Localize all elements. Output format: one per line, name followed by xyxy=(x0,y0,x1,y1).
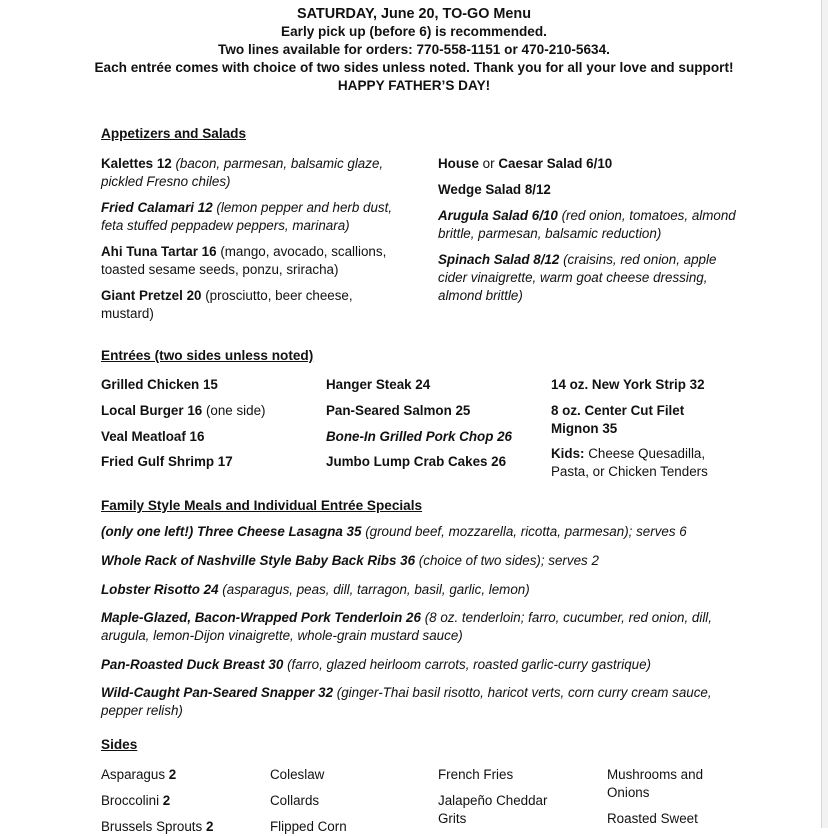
special-name: Whole Rack of Nashville Style Baby Back Ribs 36 xyxy=(101,553,416,568)
special-desc: (ground beef, mozzarella, ricotta, parmesan); serves 6 xyxy=(365,524,687,539)
special-item xyxy=(101,523,721,541)
side-item xyxy=(270,766,324,784)
page-right-edge xyxy=(821,0,828,828)
side-price: 2 xyxy=(205,819,214,834)
appetizer-item xyxy=(101,199,401,235)
entree-item xyxy=(101,428,204,446)
side-name: Broccolini xyxy=(101,793,160,808)
appetizer-item xyxy=(101,287,401,323)
appetizer-desc: (lemon pepper and herb dust, feta stuffed peppadew peppers, marinara) xyxy=(101,200,393,233)
entree-item xyxy=(551,376,705,394)
appetizer-item xyxy=(101,155,401,191)
entree-name: 14 oz. New York Strip 32 xyxy=(551,377,705,392)
appetizer-item xyxy=(101,243,401,279)
special-item xyxy=(101,552,721,570)
entree-item xyxy=(101,402,266,420)
entree-name: Grilled Chicken 15 xyxy=(101,377,218,392)
fathers-day-greeting: HAPPY FATHER’S DAY! xyxy=(337,78,491,93)
special-desc: (asparagus, peas, dill, tarragon, basil, garlic, lemon) xyxy=(222,582,530,597)
salad-name-house: House xyxy=(438,156,479,171)
side-item xyxy=(270,818,347,836)
side-name: Collards xyxy=(270,793,320,808)
salad-name: Spinach Salad 8/12 xyxy=(438,252,560,267)
salad-desc: (red onion, tomatoes, almond brittle, parmesan, balsamic reduction) xyxy=(438,208,736,241)
entree-name: Hanger Steak 24 xyxy=(326,377,431,392)
special-item xyxy=(101,684,721,720)
side-price: 2 xyxy=(162,793,171,808)
side-price: 2 xyxy=(168,767,177,782)
side-item xyxy=(438,766,513,784)
kids-menu-item xyxy=(551,445,726,481)
salad-or: or xyxy=(482,156,495,171)
appetizer-name: Fried Calamari 12 xyxy=(101,200,213,215)
side-name: Brussels Sprouts xyxy=(101,819,203,834)
salad-desc: (craisins, red onion, apple cider vinaigrette, warm goat cheese dressing, almond brittle) xyxy=(438,252,717,303)
side-item xyxy=(270,792,319,810)
special-item xyxy=(101,581,721,599)
entree-name: Local Burger 16 xyxy=(101,403,203,418)
entree-name: Jumbo Lump Crab Cakes 26 xyxy=(326,454,507,469)
entree-item xyxy=(326,453,506,471)
appetizer-desc: (bacon, parmesan, balsamic glaze, pickled Fresno chiles) xyxy=(101,156,384,189)
side-name: Flipped Corn xyxy=(270,819,347,834)
salad-item xyxy=(438,181,738,199)
salad-name-caesar: Caesar Salad 6/10 xyxy=(498,156,613,171)
side-item xyxy=(607,766,737,802)
entrees-heading: Entrées (two sides unless noted) xyxy=(101,348,314,363)
salad-name: Arugula Salad 6/10 xyxy=(438,208,558,223)
menu-header xyxy=(0,5,828,95)
appetizer-desc: (prosciutto, beer cheese, mustard) xyxy=(101,288,353,321)
special-name: Wild-Caught Pan-Seared Snapper 32 xyxy=(101,685,334,700)
entree-item xyxy=(551,402,711,438)
sides-note: Each entrée comes with choice of two sides unless noted. Thank you for all your love and support! xyxy=(94,60,734,75)
pickup-note: Early pick up (before 6) is recommended. xyxy=(281,24,547,39)
side-name: French Fries xyxy=(438,767,514,782)
side-item xyxy=(101,792,170,810)
special-name: (only one left!) Three Cheese Lasagna 35 xyxy=(101,524,362,539)
special-item xyxy=(101,609,721,645)
entree-name: Bone-In Grilled Pork Chop 26 xyxy=(326,429,513,444)
side-item xyxy=(101,766,176,784)
special-name: Pan-Roasted Duck Breast 30 xyxy=(101,657,284,672)
salad-name: Wedge Salad 8/12 xyxy=(438,182,551,197)
entree-name: Fried Gulf Shrimp 17 xyxy=(101,454,233,469)
entree-name: Pan-Seared Salmon 25 xyxy=(326,403,471,418)
appetizer-desc: (mango, avocado, scallions, toasted sesame seeds, ponzu, sriracha) xyxy=(101,244,387,277)
special-desc: (ginger-Thai basil risotto, haricot verts, corn curry cream sauce, pepper relish) xyxy=(101,685,712,718)
kids-desc: Cheese Quesadilla, Pasta, or Chicken Tenders xyxy=(551,446,708,479)
salad-item xyxy=(438,155,738,173)
side-name: Jalapeño Cheddar Grits xyxy=(438,793,548,826)
order-phone-lines: Two lines available for orders: 770-558-1151 or 470-210-5634. xyxy=(218,42,610,57)
entree-note: (one side) xyxy=(205,403,266,418)
side-name: Mushrooms and Onions xyxy=(607,767,704,800)
entree-name: 8 oz. Center Cut Filet Mignon 35 xyxy=(551,403,685,436)
entree-item xyxy=(101,376,218,394)
entree-item xyxy=(101,453,233,471)
side-name: Asparagus xyxy=(101,767,166,782)
special-desc: (farro, glazed heirloom carrots, roasted garlic-curry gastrique) xyxy=(287,657,651,672)
appetizers-heading: Appetizers and Salads xyxy=(101,126,247,141)
appetizer-name: Kalettes 12 xyxy=(101,156,172,171)
special-name: Lobster Risotto 24 xyxy=(101,582,219,597)
sides-heading: Sides xyxy=(101,737,138,752)
entree-item xyxy=(326,428,512,446)
special-item xyxy=(101,656,721,674)
family-heading: Family Style Meals and Individual Entrée Specials xyxy=(101,498,423,513)
side-name: Roasted Sweet xyxy=(607,811,698,826)
appetizer-name: Ahi Tuna Tartar 16 xyxy=(101,244,217,259)
appetizer-name: Giant Pretzel 20 xyxy=(101,288,202,303)
special-desc: (8 oz. tenderloin; farro, cucumber, red onion, dill, arugula, lemon-Dijon vinaigrette, whole-grain mustard sauce) xyxy=(101,610,712,643)
entree-name: Veal Meatloaf 16 xyxy=(101,429,205,444)
kids-label: Kids: xyxy=(551,446,585,461)
entree-item xyxy=(326,402,470,420)
menu-title: SATURDAY, June 20, TO-GO Menu xyxy=(296,6,532,22)
side-item xyxy=(101,818,213,836)
side-item xyxy=(438,792,578,828)
entree-item xyxy=(326,376,430,394)
salad-item xyxy=(438,207,738,243)
side-name: Coleslaw xyxy=(270,767,325,782)
special-name: Maple-Glazed, Bacon-Wrapped Pork Tenderloin 26 xyxy=(101,610,421,625)
special-desc: (choice of two sides); serves 2 xyxy=(418,553,599,568)
side-item xyxy=(607,810,698,828)
salad-item xyxy=(438,251,738,305)
